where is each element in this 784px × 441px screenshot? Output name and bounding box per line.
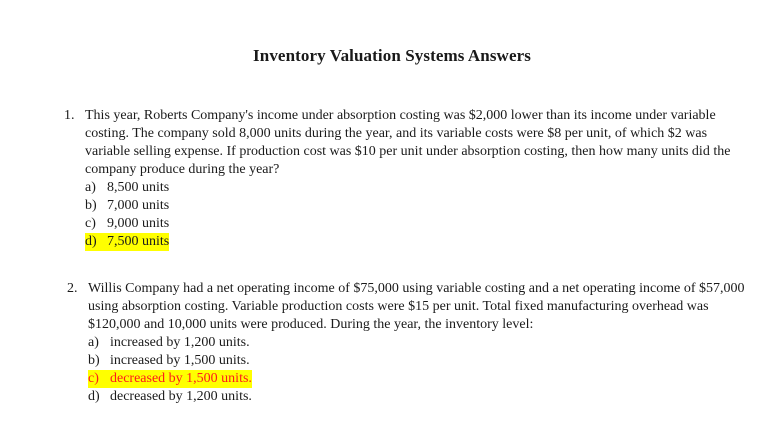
question-number: 1.: [64, 108, 75, 123]
question-number: 2.: [67, 281, 78, 296]
option-letter: a): [85, 180, 96, 195]
option-letter: c): [88, 371, 99, 386]
question-2: [67, 280, 747, 406]
option-text: 7,500 units: [107, 234, 170, 249]
option-letter: b): [88, 353, 100, 368]
question-1: [64, 107, 744, 251]
option-text: 8,500 units: [107, 180, 170, 195]
option-letter: a): [88, 335, 99, 350]
question-text: This year, Roberts Company's income under absorption costing was $2,000 lower than its income under variable costing. The company sold 8,000 units during the year, and its variable costs were $8 per unit, of which $2 was variable selling expense. If production cost was $10 per unit under absorption costing, then how many units did the company produce during the year?: [85, 108, 731, 177]
option-letter: c): [85, 216, 96, 231]
answer-options: [64, 179, 744, 251]
question-text: Willis Company had a net operating income of $75,000 using variable costing and a net operating income of $57,000 using absorption costing. Variable production costs were $15 per unit. Total fixed manufacturing overhead was $120,000 and 10,000 units were produced. During the year, the inventory level:: [88, 281, 745, 332]
answer-option-c: [85, 215, 744, 233]
option-text: 7,000 units: [107, 198, 170, 213]
answer-option-d: [88, 388, 747, 406]
option-letter: b): [85, 198, 97, 213]
option-letter: d): [88, 389, 100, 404]
option-letter: d): [85, 234, 97, 249]
option-text: 9,000 units: [107, 216, 170, 231]
option-text: increased by 1,200 units.: [110, 335, 250, 350]
option-text: decreased by 1,500 units.: [110, 371, 252, 386]
answer-option-a: [85, 179, 744, 197]
answer-option-b: [88, 352, 747, 370]
option-text: decreased by 1,200 units.: [110, 389, 252, 404]
document-title: Inventory Valuation Systems Answers: [253, 46, 531, 65]
option-text: increased by 1,500 units.: [110, 353, 250, 368]
answer-options: [67, 334, 747, 406]
answer-option-c-correct: [88, 370, 747, 388]
answer-option-a: [88, 334, 747, 352]
answer-option-b: [85, 197, 744, 215]
answer-option-d-correct: [85, 233, 744, 251]
